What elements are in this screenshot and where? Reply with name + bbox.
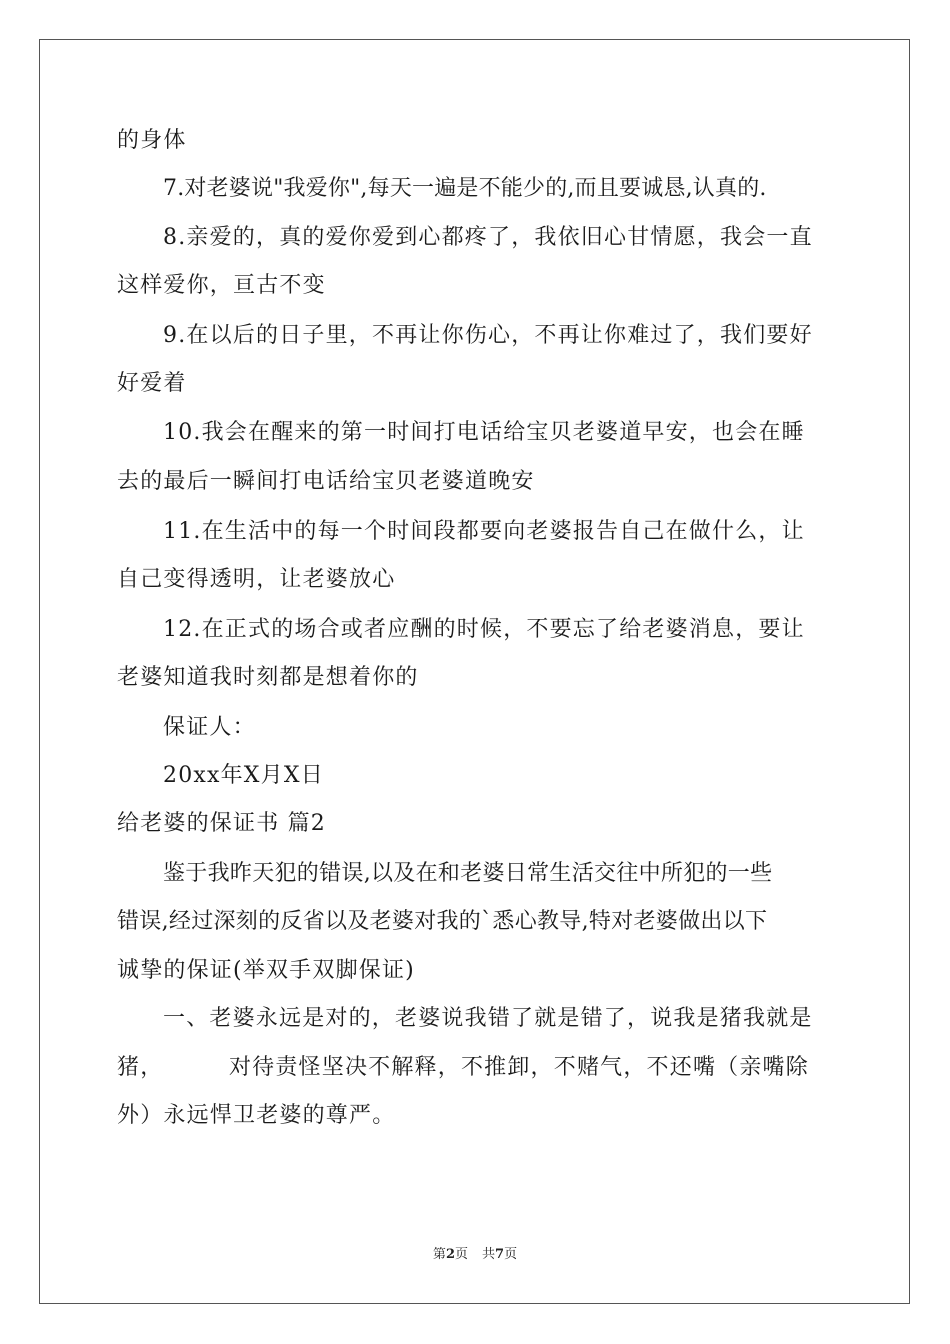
text-line: 一、老婆永远是对的，老婆说我错了就是错了，说我是猪我就是 bbox=[163, 1006, 813, 1031]
text-line: 老婆知道我时刻都是想着你的 bbox=[117, 665, 419, 690]
page-footer bbox=[0, 1246, 950, 1264]
current-page-number: 2 bbox=[445, 1247, 455, 1262]
signatory-label: 保证人： bbox=[163, 715, 256, 740]
text-line: 10.我会在醒来的第一时间打电话给宝贝老婆道早安，也会在睡 bbox=[163, 420, 805, 445]
text-line: 这样爱你，亘古不变 bbox=[117, 273, 326, 298]
text-line: 好爱着 bbox=[117, 371, 187, 396]
page-prefix: 第 bbox=[432, 1247, 446, 1262]
page-suffix: 页 bbox=[454, 1247, 468, 1262]
text-line: 外）永远悍卫老婆的尊严。 bbox=[117, 1103, 396, 1128]
text-line: 错误,经过深刻的反省以及老婆对我的`悉心教导,特对老婆做出以下 bbox=[117, 909, 768, 934]
total-suffix: 页 bbox=[504, 1247, 518, 1262]
text-line: 诚挚的保证(举双手双脚保证) bbox=[117, 958, 415, 983]
text-line: 11.在生活中的每一个时间段都要向老婆报告自己在做什么，让 bbox=[163, 519, 805, 544]
text-line: 7.对老婆说"我爱你",每天一遍是不能少的,而且要诚恳,认真的. bbox=[163, 176, 767, 201]
total-page-count: 7 bbox=[495, 1247, 505, 1262]
text-line: 自己变得透明，让老婆放心 bbox=[117, 567, 396, 592]
text-line: 的身体 bbox=[117, 128, 187, 153]
text-line: 鉴于我昨天犯的错误,以及在和老婆日常生活交往中所犯的一些 bbox=[163, 861, 773, 886]
text-line: 去的最后一瞬间打电话给宝贝老婆道晚安 bbox=[117, 469, 535, 494]
text-line: 12.在正式的场合或者应酬的时候，不要忘了给老婆消息，要让 bbox=[163, 617, 805, 642]
text-line: 猪， 对待责怪坚决不解释，不推卸，不赌气，不还嘴（亲嘴除 bbox=[117, 1055, 809, 1080]
section-heading: 给老婆的保证书 篇2 bbox=[117, 811, 326, 836]
text-line: 8.亲爱的，真的爱你爱到心都疼了，我依旧心甘情愿，我会一直 bbox=[163, 225, 813, 250]
total-prefix: 共 bbox=[482, 1247, 496, 1262]
date-line: 20xx年X月X日 bbox=[163, 763, 324, 788]
text-line: 9.在以后的日子里，不再让你伤心，不再让你难过了，我们要好 bbox=[163, 323, 813, 348]
